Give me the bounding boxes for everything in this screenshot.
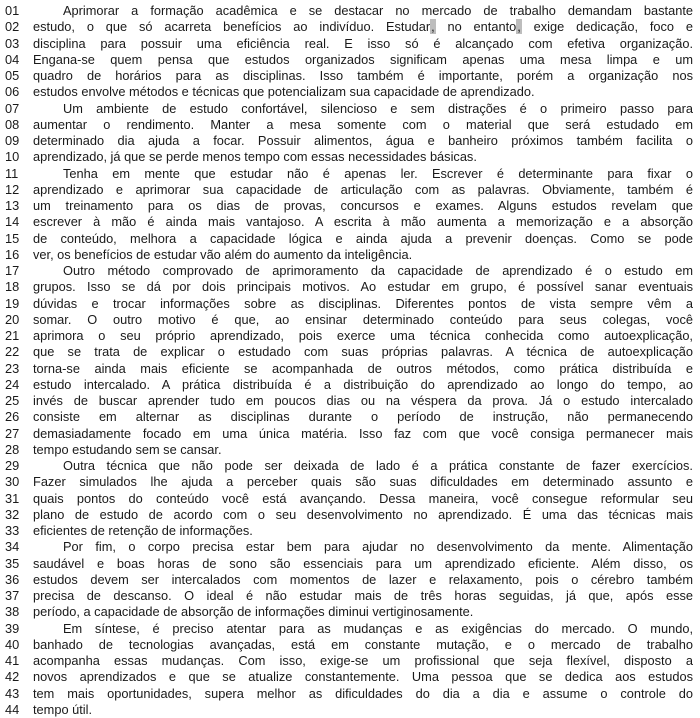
line-text: Engana-se quem pensa que estudos organizados significam apenas uma mesa limpa e um	[33, 51, 693, 67]
line-number: 23	[5, 360, 20, 376]
line-number: 25	[5, 393, 20, 408]
text-line	[5, 117, 693, 133]
line-text: saudável e boas horas de sono são essenciais para um aprendizado eficiente. Além disso, os	[33, 555, 693, 571]
text-line	[5, 621, 693, 637]
text-line	[5, 84, 693, 100]
line-number: 31	[5, 490, 20, 506]
line-number: 19	[5, 295, 20, 311]
text-line	[5, 149, 693, 165]
line-text: determinado dia ajuda a focar. Possuir alimentos, água e banheiro próximos também facilita o	[33, 133, 693, 148]
text-line	[5, 458, 693, 474]
line-text: estudos envolve métodos e técnicas que potencializam sua capacidade de aprendizado.	[33, 84, 535, 100]
line-text: tempo estudando sem se cansar.	[33, 441, 222, 457]
line-text: ver, os benefícios de estudar vão além do aumento da inteligência.	[33, 246, 413, 262]
line-number: 38	[5, 604, 20, 620]
line-number: 32	[5, 506, 20, 522]
line-text: um treinamento para os dias de provas, concursos e exames. Alguns estudos revelam que	[33, 198, 693, 213]
line-text: período, a capacidade de absorção de informações diminui vertiginosamente.	[33, 604, 474, 620]
line-number: 13	[5, 198, 20, 213]
line-number: 05	[5, 68, 20, 83]
text-line	[5, 36, 693, 52]
document-body	[5, 3, 693, 718]
text-line	[5, 491, 693, 507]
line-number: 43	[5, 685, 20, 701]
line-number: 03	[5, 35, 20, 51]
text-line	[5, 507, 693, 523]
line-number: 12	[5, 181, 20, 197]
line-text: Aprimorar a formação acadêmica e se destacar no mercado de trabalho demandam bastante	[63, 3, 693, 18]
line-text: grupos. Isso se dá por dois principais motivos. Ao estudar em grupo, é possível sanar eventuais	[33, 279, 693, 295]
line-number: 33	[5, 523, 20, 538]
text-line	[5, 133, 693, 149]
line-number: 20	[5, 311, 20, 327]
line-text: tempo útil.	[33, 701, 93, 717]
line-text: escrever à mão é ainda mais vantajoso. A escrita à mão aumenta a memorização e a absorção	[33, 214, 693, 230]
line-number: 44	[5, 701, 20, 717]
text-line	[5, 231, 693, 247]
text-line	[5, 637, 693, 653]
text-line	[5, 393, 693, 409]
line-text: estudos devem ser intercalados com momentos de lazer e relaxamento, pois o cérebro também	[33, 571, 693, 587]
text-line	[5, 604, 693, 620]
line-number: 37	[5, 588, 20, 603]
line-number: 41	[5, 653, 20, 668]
line-number: 40	[5, 636, 20, 652]
line-number: 08	[5, 116, 20, 132]
line-text: dúvidas e trocar informações sobre as disciplinas. Diferentes pontos de vista sempre vêm a	[33, 295, 693, 311]
line-text: Um ambiente de estudo confortável, silencioso e sem distrações é o primeiro passo para	[63, 100, 693, 116]
text-line	[5, 588, 693, 604]
line-number: 10	[5, 149, 20, 165]
line-text: eficientes de retenção de informações.	[33, 523, 253, 538]
line-text: demasiadamente focado em uma única matéria. Isso faz com que você consiga permanecer mais	[33, 425, 693, 441]
line-number: 09	[5, 133, 20, 148]
line-text: disciplina para possuir uma eficiência real. E isso só é alcançado com efetiva organização.	[33, 35, 693, 51]
line-number: 17	[5, 263, 20, 278]
line-number: 11	[5, 165, 19, 181]
line-number: 16	[5, 246, 20, 262]
text-line	[5, 572, 693, 588]
line-text: quadro de horários para as disciplinas. Isso também é importante, porém a organização nos	[33, 68, 693, 83]
line-text: novos aprendizados e que se atualize constantemente. Uma pessoa que se dedica aos estudos	[33, 669, 693, 685]
line-text: Fazer simulados lhe ajuda a perceber quais são suas dificuldades em determinado assunto e	[33, 474, 693, 490]
text-line	[5, 198, 693, 214]
text-line	[5, 409, 693, 425]
line-number: 26	[5, 409, 20, 425]
text-line	[5, 166, 693, 182]
line-number: 21	[5, 328, 20, 343]
text-line	[5, 556, 693, 572]
line-text: invés de buscar aprender tudo em poucos dias ou na véspera da prova. Já o estudo intercalado	[33, 393, 693, 408]
text-line	[5, 523, 693, 539]
line-number: 24	[5, 376, 20, 392]
text-line	[5, 361, 693, 377]
line-text: precisa de descanso. O ideal é não estudar mais de três horas seguidas, já que, após esse	[33, 588, 693, 603]
line-text: plano de estudo de acordo com o seu desenvolvimento no aprendizado. É uma das técnicas mais	[33, 506, 693, 522]
text-line	[5, 426, 693, 442]
line-number: 22	[5, 344, 20, 360]
text-line	[5, 377, 693, 393]
line-text: aprimora o seu próprio aprendizado, pois exerce uma técnica conhecida como autoexplicação,	[33, 328, 693, 343]
line-number: 34	[5, 539, 20, 555]
line-number: 07	[5, 100, 20, 116]
line-number: 01	[5, 3, 20, 18]
line-text: aprendizado e aprimorar sua capacidade de articulação com as palavras. Obviamente, também é	[33, 181, 693, 197]
line-number: 35	[5, 555, 20, 571]
line-text: tem mais oportunidades, supera melhor as dificuldades do dia a dia e assume o controle do	[33, 685, 693, 701]
text-line	[5, 247, 693, 263]
text-line	[5, 328, 693, 344]
text-line	[5, 669, 693, 685]
highlighted-comma: ,	[431, 19, 435, 35]
text-line	[5, 653, 693, 669]
line-number: 02	[5, 19, 20, 35]
text-line	[5, 19, 693, 35]
text-line	[5, 182, 693, 198]
line-number: 06	[5, 84, 20, 100]
line-text: aprendizado, já que se perde menos tempo com essas necessidades básicas.	[33, 149, 477, 165]
line-text: quais pontos do conteúdo você está avançando. Dessa maneira, você consegue reformular seu	[33, 490, 693, 506]
line-text: consiste em alternar as disciplinas durante o período de instrução, não permanecendo	[33, 409, 693, 425]
text-line	[5, 442, 693, 458]
line-text: estudo, o que só acarreta benefícios ao indivíduo. Estudar, no entanto, exige dedicação, foco e	[33, 19, 693, 35]
line-text: de conteúdo, melhora a capacidade lógica e ainda ajuda a prevenir doenças. Como se pode	[33, 230, 693, 246]
text-line	[5, 344, 693, 360]
line-number: 28	[5, 441, 20, 457]
text-line	[5, 263, 693, 279]
text-line	[5, 312, 693, 328]
line-text: Por fim, o corpo precisa estar bem para ajudar no desenvolvimento da mente. Alimentação	[63, 539, 693, 555]
text-line	[5, 101, 693, 117]
line-number: 27	[5, 425, 20, 441]
text-line	[5, 279, 693, 295]
text-line	[5, 214, 693, 230]
line-text: Outra técnica que não pode ser deixada de lado é a prática constante de fazer exercícios.	[63, 458, 693, 473]
line-text: aumentar o rendimento. Manter a mesa somente com o material que será estudado em	[33, 116, 693, 132]
highlighted-comma: ,	[517, 19, 521, 35]
line-number: 18	[5, 279, 20, 295]
line-text: Outro método comprovado de aprimoramento da capacidade de aprendizado é o estudo em	[63, 263, 693, 278]
text-line	[5, 296, 693, 312]
text-line	[5, 702, 693, 718]
line-text: banhado de tecnologias avançadas, está em constante mutação, e o mercado de trabalho	[33, 636, 693, 652]
line-text: Em síntese, é preciso atentar para as mudanças e as exigências do mercado. O mundo,	[63, 620, 693, 636]
text-line	[5, 539, 693, 555]
line-number: 29	[5, 458, 20, 473]
line-number: 39	[5, 620, 20, 636]
line-text: que se trata de explicar o estudado com suas próprias palavras. A técnica de autoexplicação	[33, 344, 693, 360]
line-number: 15	[5, 230, 20, 246]
line-text: Tenha em mente que estudar não é apenas ler. Escrever é determinante para fixar o	[63, 165, 693, 181]
line-number: 04	[5, 51, 20, 67]
line-text: torna-se ainda mais eficiente se acompanhada de outros métodos, como prática distribuída e	[33, 360, 693, 376]
line-number: 42	[5, 669, 20, 685]
text-line	[5, 474, 693, 490]
line-text: somar. O outro motivo é que, ao ensinar determinado conteúdo para seus colegas, você	[33, 311, 693, 327]
line-number: 30	[5, 474, 20, 490]
text-line	[5, 686, 693, 702]
text-line	[5, 52, 693, 68]
line-text: acompanha essas mudanças. Com isso, exige-se um profissional que seja flexível, disposto a	[33, 653, 693, 668]
line-text: estudo intercalado. A prática distribuída é a distribuição do aprendizado ao longo do tempo, ao	[33, 376, 693, 392]
line-number: 14	[5, 214, 20, 230]
text-line	[5, 3, 693, 19]
line-number: 36	[5, 571, 20, 587]
text-line	[5, 68, 693, 84]
